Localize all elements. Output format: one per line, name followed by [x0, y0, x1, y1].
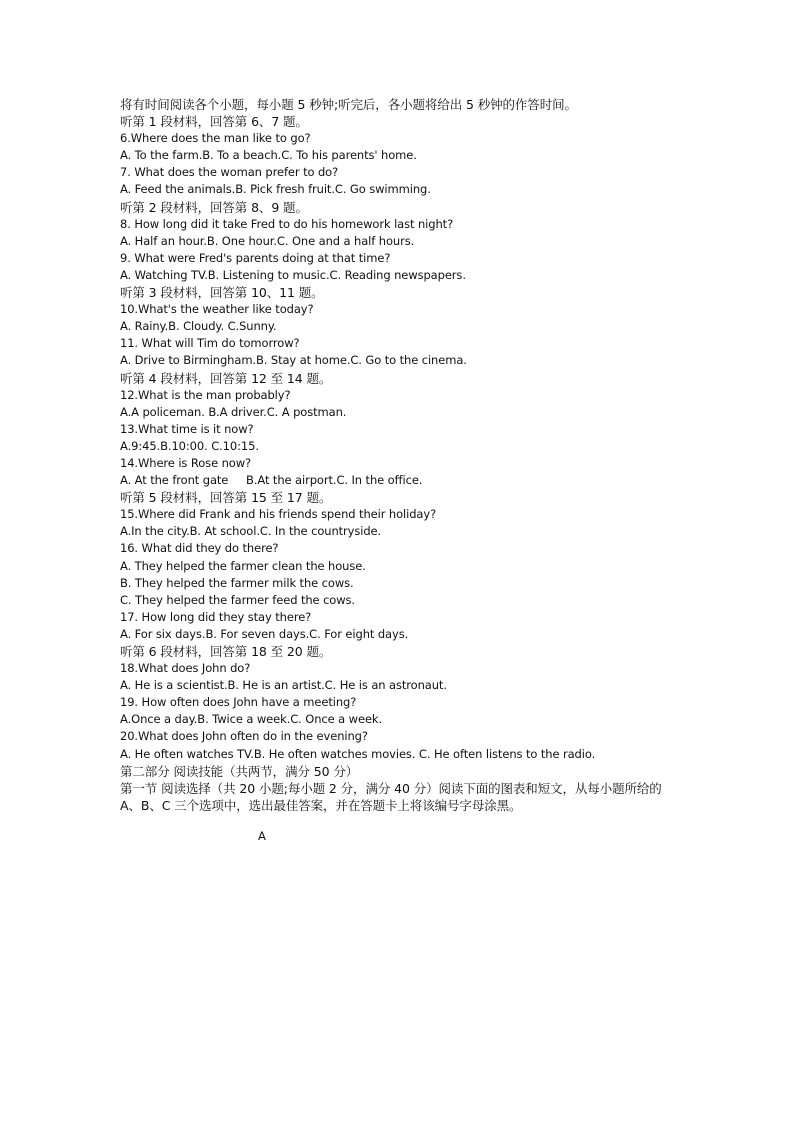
options-line: A. For six days.B. For seven days.C. For eight days.	[120, 626, 409, 641]
options-line: A. He is a scientist.B. He is an artist.C. He is an astronaut.	[120, 678, 447, 693]
options-line: A.9:45.B.10:00. C.10:15.	[120, 438, 259, 453]
options-line: C. They helped the farmer feed the cows.	[120, 592, 355, 607]
question-line: 8. How long did it take Fred to do his homework last night?	[120, 216, 454, 231]
passage-label: A	[258, 829, 266, 843]
options-line: A. Half an hour.B. One hour.C. One and a half hours.	[120, 233, 415, 248]
options-line: B. They helped the farmer milk the cows.	[120, 575, 354, 590]
question-line: 11. What will Tim do tomorrow?	[120, 336, 300, 351]
options-line: A. At the front gate B.At the airport.C. In the office.	[120, 473, 423, 488]
section-intro: 第一节 阅读选择（共 20 小题;每小题 2 分，满分 40 分）阅读下面的图表和短文，从每小题所给的 A、B、C 三个选项中，选出最佳答案，并在答题卡上将该编号字母涂黑。	[120, 780, 662, 814]
question-line: 16. What did they do there?	[120, 541, 279, 556]
question-line: 15.Where did Frank and his friends spend their holiday?	[120, 507, 437, 522]
options-line: A. He often watches TV.B. He often watches movies. C. He often listens to the radio.	[120, 746, 596, 761]
question-line: 18.What does John do?	[120, 661, 251, 676]
question-line: 13.What time is it now?	[120, 421, 254, 436]
question-line: 7. What does the woman prefer to do?	[120, 165, 339, 180]
document-body	[120, 96, 680, 815]
section-heading: 听第 3 段材料，回答第 10、11 题。	[120, 285, 324, 301]
question-line: 17. How long did they stay there?	[120, 609, 312, 624]
question-line: 9. What were Fred's parents doing at that time?	[120, 250, 391, 265]
question-line: 12.What is the man probably?	[120, 387, 291, 402]
options-line: A. They helped the farmer clean the house.	[120, 558, 366, 573]
section-heading: 听第 2 段材料，回答第 8、9 题。	[120, 199, 308, 215]
question-line: 10.What's the weather like today?	[120, 302, 314, 317]
question-line: 19. How often does John have a meeting?	[120, 695, 357, 710]
question-line: 6.Where does the man like to go?	[120, 131, 311, 146]
instruction-line: 将有时间阅读各个小题，每小题 5 秒钟;听完后，各小题将给出 5 秒钟的作答时间。	[120, 97, 577, 112]
options-line: A. Watching TV.B. Listening to music.C. Reading newspapers.	[120, 267, 466, 282]
options-line: A. To the farm.B. To a beach.C. To his parents' home.	[120, 148, 417, 163]
options-line: A. Drive to Birmingham.B. Stay at home.C. Go to the cinema.	[120, 353, 467, 368]
options-line: A.A policeman. B.A driver.C. A postman.	[120, 404, 347, 419]
section-heading: 听第 1 段材料，回答第 6、7 题。	[120, 114, 308, 130]
options-line: A. Feed the animals.B. Pick fresh fruit.C. Go swimming.	[120, 182, 431, 197]
section-heading: 听第 6 段材料，回答第 18 至 20 题。	[120, 644, 332, 659]
part-heading: 第二部分 阅读技能（共两节，满分 50 分）	[120, 763, 359, 779]
options-line: A. Rainy.B. Cloudy. C.Sunny.	[120, 319, 277, 334]
options-line: A.In the city.B. At school.C. In the countryside.	[120, 524, 382, 539]
options-line: A.Once a day.B. Twice a week.C. Once a week.	[120, 712, 383, 727]
question-line: 20.What does John often do in the evening?	[120, 729, 368, 744]
section-heading: 听第 4 段材料，回答第 12 至 14 题。	[120, 370, 332, 386]
question-line: 14.Where is Rose now?	[120, 455, 252, 470]
section-heading: 听第 5 段材料，回答第 15 至 17 题。	[120, 490, 332, 506]
